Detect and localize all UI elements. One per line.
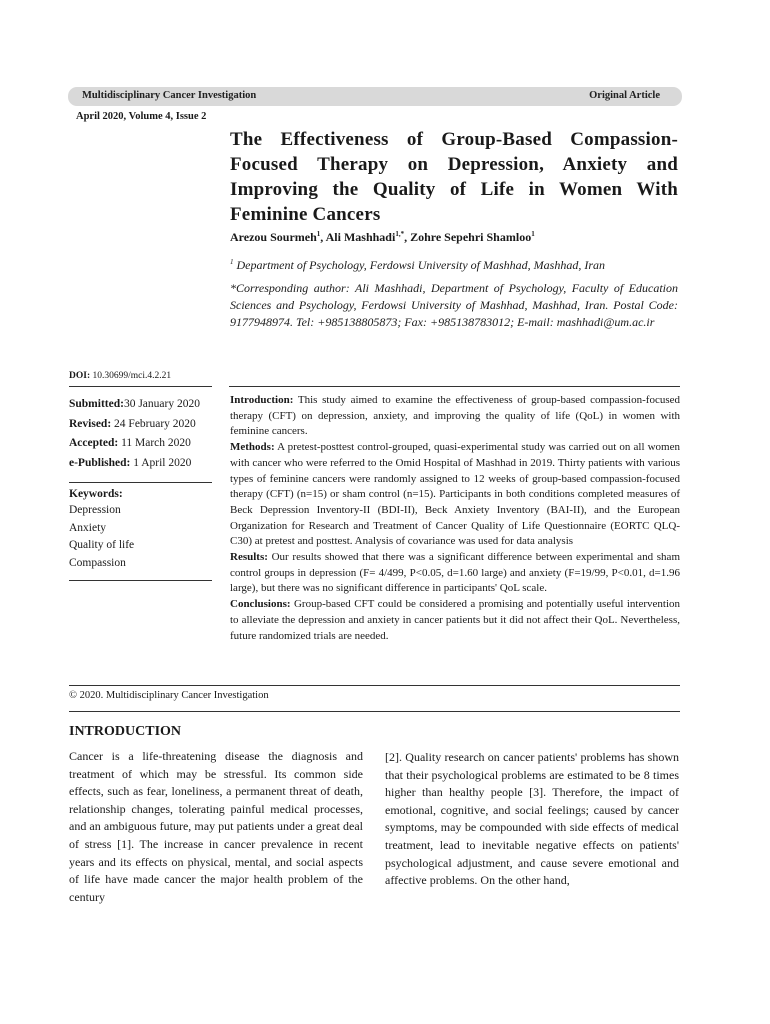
keywords-heading: Keywords: xyxy=(69,488,123,500)
date-epublished: e-Published: 1 April 2020 xyxy=(69,456,192,469)
abstract-methods: Methods: A pretest-posttest control-grouped, quasi-experimental study was carried out on all women with cancer who were referred to the Omid Hospital of Mashhad in 2019. Thirty patients with various types of feminine cancers were randomly assigned to 12 weeks of group-based compassion-focused therapy (CFT) (n=15) or sham control (n=15). Participants in both conditions completed measures of Beck Depression Inventory-II (BDI-II), Beck Anxiety Inventory (BAI-II), and the European Organization for Research and Treatment of Cancer Quality of Life Questionnaire (EORTC QLQ-C30) at pretest and posttest. Analysis of covariance was used for data analysis xyxy=(230,441,680,548)
author-affiliation-mark: 1 xyxy=(316,230,321,238)
keyword-item: Quality of life xyxy=(69,539,135,551)
keyword-item: Depression xyxy=(69,504,121,516)
corresponding-author: *Corresponding author: Ali Mashhadi, Department of Psychology, Faculty of Education Sciences and Psychology, Ferdowsi University of Mashhad, Mashhad, Iran. Postal Code: 9177948974. Tel: +985138805873; Fax: +985138783012; E-mail: mashhadi@um.ac.ir xyxy=(230,281,678,329)
author-name: Zohre Sepehri Shamloo xyxy=(410,230,532,244)
journal-header-bar xyxy=(68,87,682,106)
doi-label: DOI: xyxy=(69,371,91,381)
abstract-bottom-divider xyxy=(69,685,680,686)
article-title: The Effectiveness of Group-Based Compassion-Focused Therapy on Depression, Anxiety and Improving the Quality of Life in Women With Feminine Cancers xyxy=(230,129,678,225)
author-list: Arezou Sourmeh$^1$, Ali Mashhadi$^{1,*}$, Zohre Sepehri Shamloo$^1$ xyxy=(230,230,535,244)
keyword-item: Anxiety xyxy=(69,521,107,534)
affiliation-mark: 1 xyxy=(230,258,234,266)
doi xyxy=(69,371,171,381)
abstract-introduction: Introduction: This study aimed to examine the effectiveness of group-based compassion-focused therapy (CFT) on depression, anxiety, and improving the quality of life (QoL) in women with feminine cancers. xyxy=(230,394,680,438)
date-submitted: Submitted:30 January 2020 xyxy=(69,398,200,410)
article-dates xyxy=(69,398,200,476)
abstract-divider xyxy=(229,386,680,387)
date-accepted: Accepted: 11 March 2020 xyxy=(69,437,191,449)
author-affiliation-mark: 1,* xyxy=(395,230,405,238)
issue-info: April 2020, Volume 4, Issue 2 xyxy=(76,111,207,122)
affiliation xyxy=(230,258,680,273)
abstract xyxy=(230,393,680,644)
sidebar-divider xyxy=(69,386,212,387)
body-column-right xyxy=(385,749,679,890)
section-divider xyxy=(69,711,680,712)
date-revised: Revised: 24 February 2020 xyxy=(69,417,196,430)
doi-value: 10.30699/mci.4.2.21 xyxy=(92,371,172,381)
sidebar-divider xyxy=(69,580,212,581)
abstract-conclusions: Conclusions: Group-based CFT could be considered a promising and potentially useful intervention to alleviate the depression and anxiety in cancer patients but it did not affect their QoL. Nevertheless, future randomized trials are needed. xyxy=(230,598,681,642)
section-heading: INTRODUCTION xyxy=(69,724,182,739)
keyword-item: Compassion xyxy=(69,556,126,569)
author-name: Ali Mashhadi xyxy=(325,230,396,244)
author-affiliation-mark: 1 xyxy=(531,230,535,238)
abstract-results: Results: Our results showed that there was a significant difference between experimental and sham control groups in depression (F= 4/499, P<0.05, d=1.60 large) and anxiety (F=19/99, P<0.01, d=1.96 large), but there was no significant difference in participants' QoL scale. xyxy=(230,551,680,595)
body-paragraph: [2]. Quality research on cancer patients' problems has shown that their psychological problems are estimated to be 8 times higher than healthy people [3]. Therefore, the impact of emotional, cognitive, and social feelings; caused by cancer symptoms, may be compounded with side effects of medical treatment, lead to inevitable negative effects on patients' psychological adjustment, and cause severe emotional and affective problems. On the other hand, xyxy=(385,750,679,888)
author-name: Arezou Sourmeh xyxy=(230,230,317,244)
copyright-notice: © 2020. Multidisciplinary Cancer Investigation xyxy=(69,690,269,701)
journal-name: Multidisciplinary Cancer Investigation xyxy=(82,90,257,101)
body-column-left xyxy=(69,748,363,906)
keywords-section xyxy=(69,488,134,574)
body-paragraph: Cancer is a life-threatening disease the diagnosis and treatment of which may be stressful. Its common side effects, such as fear, loneliness, a permanent threat of death, relationship changes, tolerating painful medical processes, and an ambiguous future, may put patients under a great deal of stress [1]. The increase in cancer prevalence in recent years and its effects on physical, mental, and social aspects of life have made cancer the major health problem of the century xyxy=(69,749,363,904)
keywords-list xyxy=(69,504,134,574)
article-type: Original Article xyxy=(589,90,660,101)
affiliation-text: Department of Psychology, Ferdowsi University of Mashhad, Mashhad, Iran xyxy=(236,258,606,272)
sidebar-divider xyxy=(69,482,212,483)
